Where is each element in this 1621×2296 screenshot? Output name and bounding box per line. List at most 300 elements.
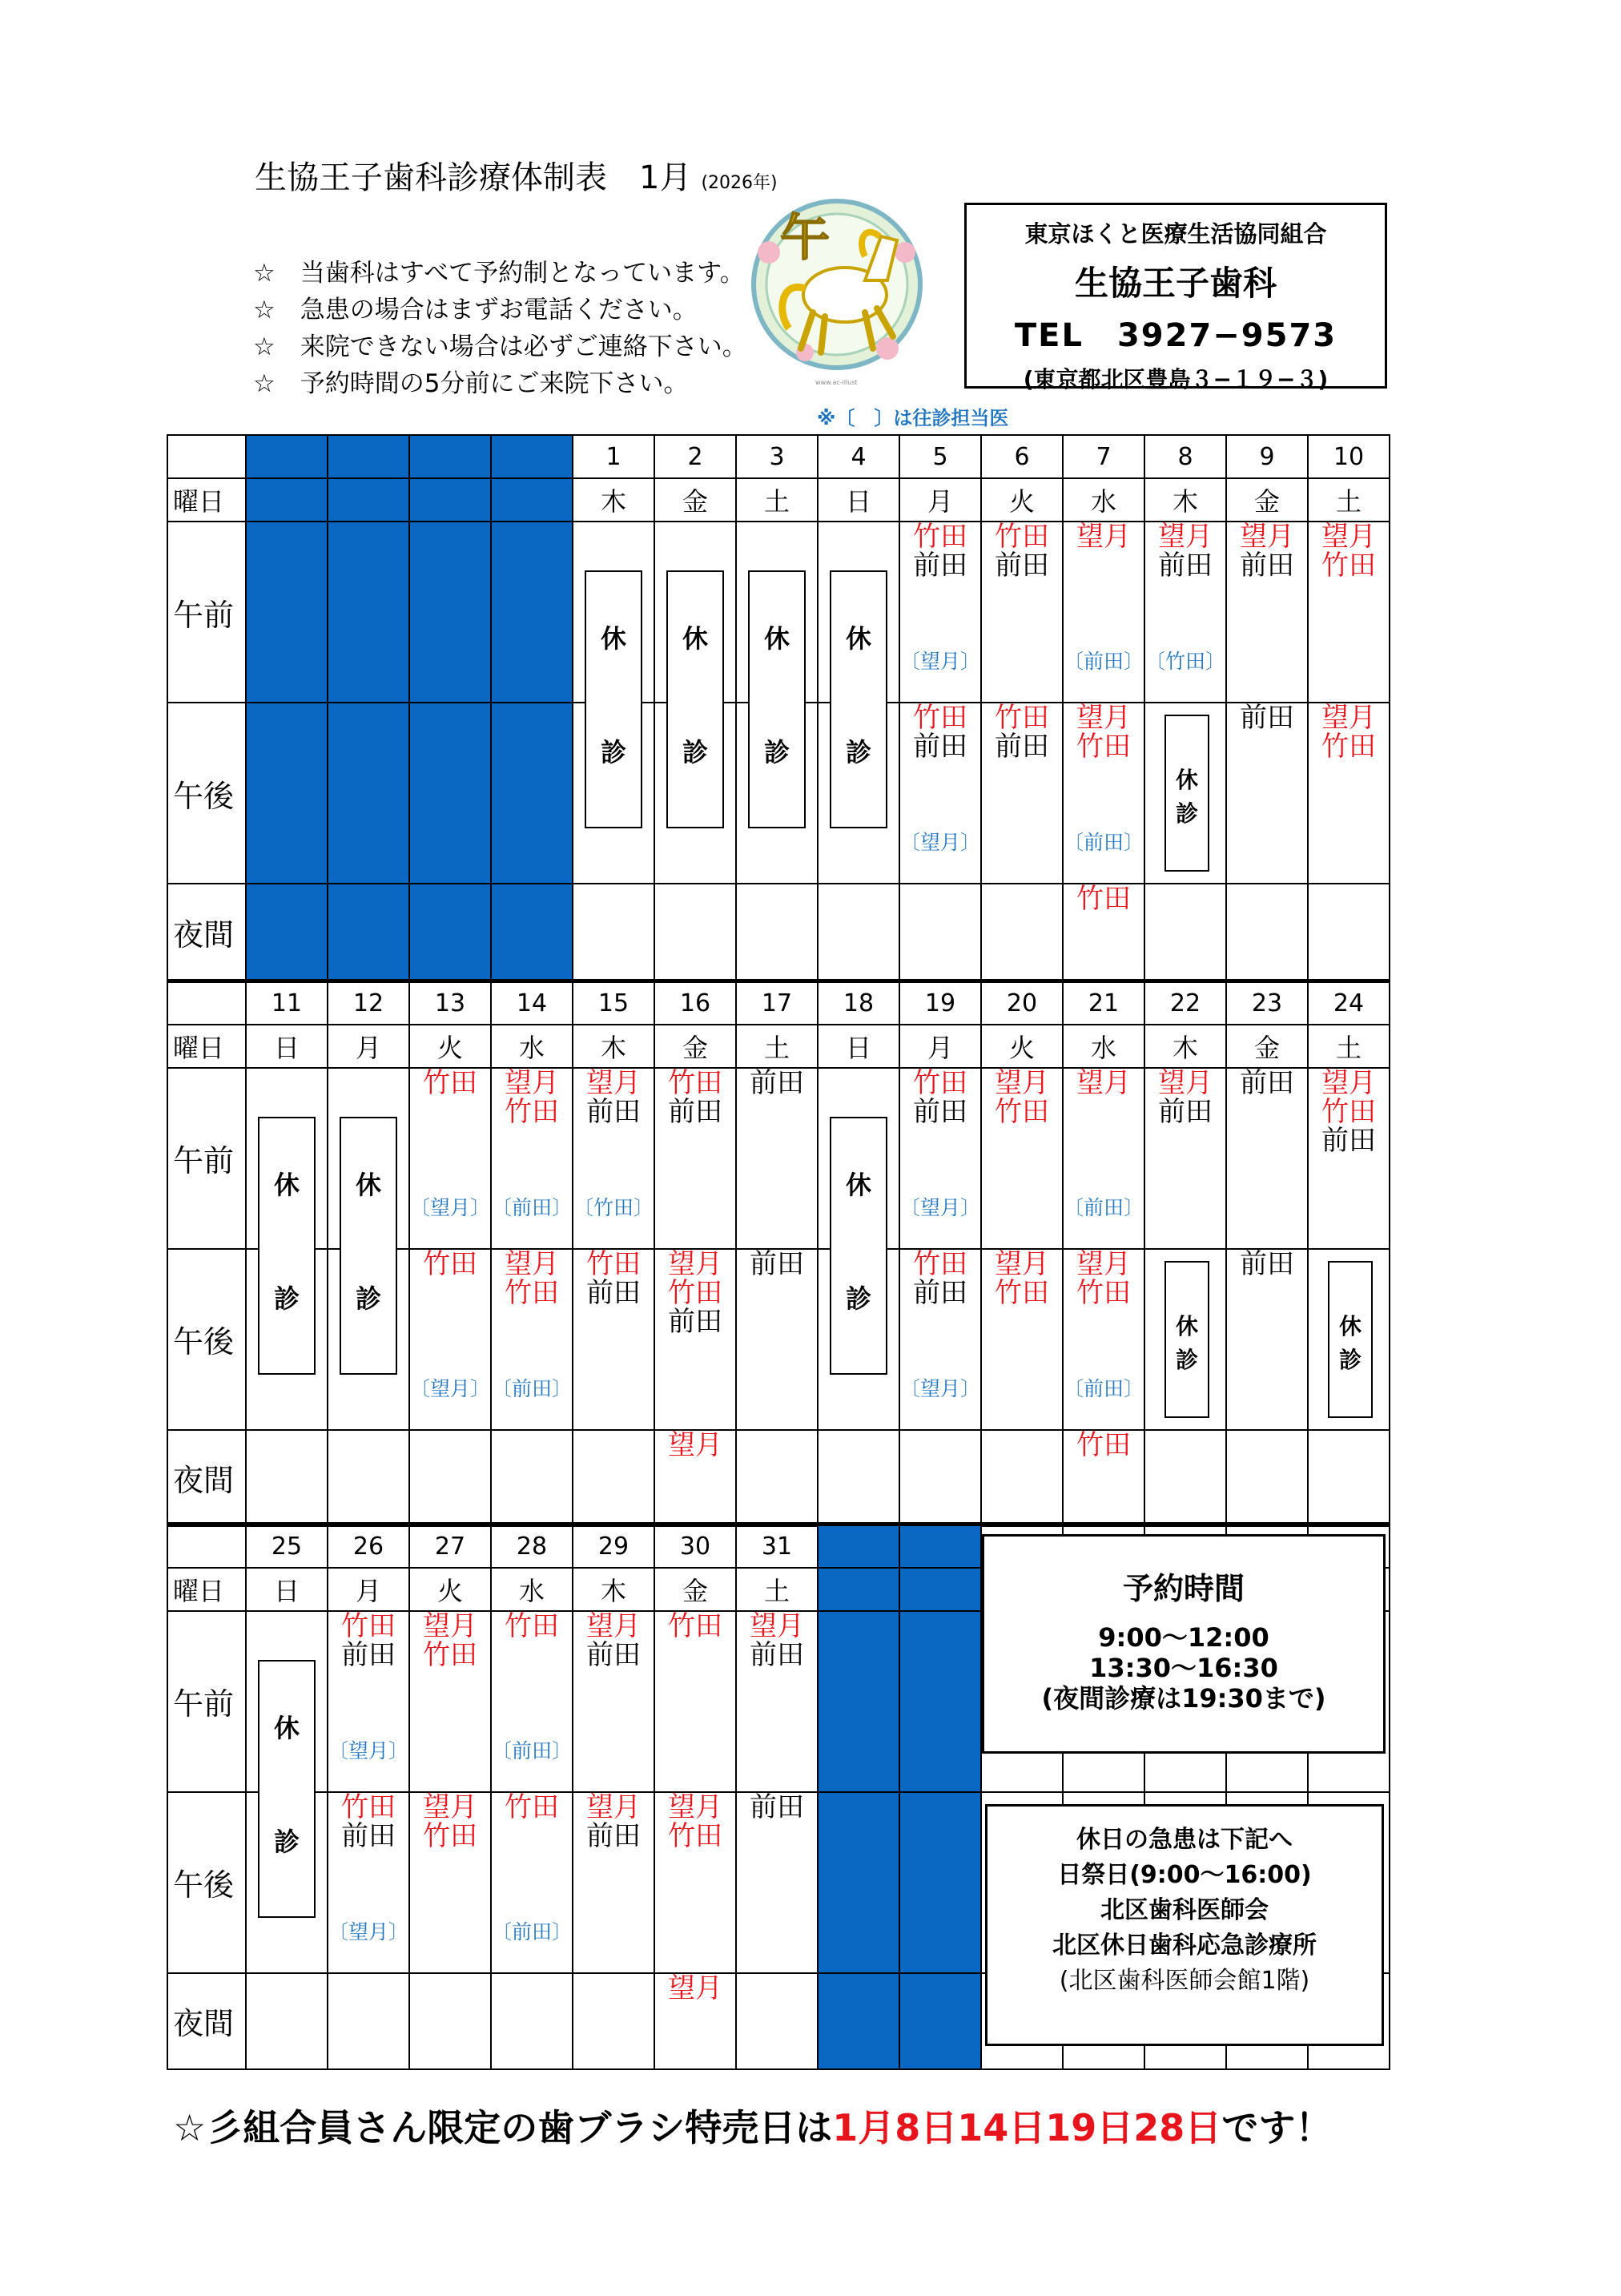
afternoon-cell <box>654 1249 736 1430</box>
evening-cell <box>818 1973 899 2069</box>
home-visit-doctor: 〔望月〕 <box>900 831 981 854</box>
closed-day-badge <box>830 1117 887 1375</box>
evening-row <box>167 1430 1390 1526</box>
doctor-name: 望月 <box>995 1066 1049 1099</box>
date-number: 5 <box>899 435 981 478</box>
doctor-name: 竹田 <box>1076 1276 1131 1309</box>
afternoon-cell <box>981 1249 1063 1430</box>
morning-cell <box>736 1068 818 1249</box>
doctor-name: 竹田 <box>505 1276 559 1309</box>
morning-cell <box>491 1611 573 1792</box>
doctor-name: 望月 <box>995 1247 1049 1280</box>
closed-char: 診 <box>1338 1346 1362 1373</box>
weekday-cell <box>246 478 328 522</box>
doctor-name: 前田 <box>1158 550 1213 582</box>
doctor-name: 望月 <box>668 1428 722 1461</box>
afternoon-cell <box>409 1792 491 1973</box>
weekday-cell: 金 <box>654 1025 736 1068</box>
reservation-hours-box <box>982 1534 1386 1754</box>
weekday-cell: 土 <box>1308 478 1390 522</box>
date-number: 12 <box>328 981 409 1025</box>
afternoon-cell <box>1144 703 1226 884</box>
corner-cell <box>167 981 246 1025</box>
evening-cell <box>736 1973 818 2069</box>
morning-cell <box>981 522 1063 703</box>
closed-char: 休 <box>273 1712 300 1743</box>
date-number: 7 <box>1063 435 1144 478</box>
doctor-name: 前田 <box>1158 1095 1213 1128</box>
doctor-name: 前田 <box>668 1095 722 1128</box>
date-number <box>491 435 573 478</box>
morning-cell <box>654 1611 736 1792</box>
afternoon-cell <box>899 703 981 884</box>
afternoon-cell <box>1144 1249 1226 1430</box>
holiday-line: (北区歯科医師会館1階) <box>1059 1967 1310 1995</box>
closed-char: 診 <box>845 1283 871 1314</box>
weekday-cell: 火 <box>981 478 1063 522</box>
page-title: 生協王子歯科診療体制表 1月 (2026年) <box>255 159 778 196</box>
year-note: (2026年) <box>701 173 778 193</box>
doctor-name: 望月 <box>505 1066 559 1099</box>
doctor-name: 望月 <box>586 1609 641 1642</box>
corner-cell <box>167 435 246 478</box>
date-number <box>328 435 409 478</box>
closed-char: 診 <box>1175 800 1198 827</box>
weekday-cell: 月 <box>328 1025 409 1068</box>
doctor-name: 竹田 <box>341 1790 396 1823</box>
home-visit-note: ※〔 〕は往診担当医 <box>817 407 1009 429</box>
evening-cell <box>573 1973 654 2069</box>
date-number <box>409 435 491 478</box>
doctor-name: 竹田 <box>1076 1428 1131 1461</box>
weekday-cell: 日 <box>818 1025 899 1068</box>
closed-char: 診 <box>273 1283 300 1314</box>
evening-cell <box>1308 884 1390 980</box>
clinic-org: 東京ほくと医療生活協同組合 <box>1024 220 1327 248</box>
evening-cell <box>1063 1430 1144 1526</box>
evening-cell <box>409 1973 491 2069</box>
morning-cell <box>899 522 981 703</box>
doctor-name: 前田 <box>913 550 967 582</box>
doctor-name: 前田 <box>913 1095 967 1128</box>
morning-cell <box>246 1068 328 1314</box>
date-number: 8 <box>1144 435 1226 478</box>
weekday-row <box>167 1025 1390 1068</box>
holiday-line: 休日の急患は下記へ <box>1076 1826 1293 1854</box>
morning-label: 午前 <box>167 1611 246 1792</box>
date-number: 27 <box>409 1525 491 1568</box>
doctor-name: 前田 <box>341 1819 396 1852</box>
doctor-name: 前田 <box>1240 1247 1294 1280</box>
morning-cell <box>409 1068 491 1249</box>
morning-cell <box>654 1068 736 1249</box>
date-number: 6 <box>981 435 1063 478</box>
doctor-name: 望月 <box>668 1972 722 2004</box>
morning-cell <box>818 1611 899 1792</box>
closed-char: 休 <box>845 623 871 654</box>
home-visit-doctor: 〔前田〕 <box>492 1376 573 1400</box>
morning-cell <box>818 522 899 767</box>
closed-day-badge <box>258 1117 316 1375</box>
morning-cell <box>899 1611 981 1792</box>
date-number: 28 <box>491 1525 573 1568</box>
morning-cell <box>818 1068 899 1314</box>
date-number <box>818 1525 899 1568</box>
notice-item: ☆ 急患の場合はまずお電話ください。 <box>253 296 698 324</box>
home-visit-doctor: 〔前田〕 <box>1064 831 1144 854</box>
closed-afternoon-badge <box>1328 1261 1373 1418</box>
weekday-cell: 金 <box>1226 478 1308 522</box>
afternoon-cell <box>1308 703 1390 884</box>
evening-row <box>167 884 1390 980</box>
reservation-line: (夜間診療は19:30まで) <box>1041 1683 1326 1714</box>
closed-day-badge <box>258 1660 316 1918</box>
morning-cell <box>573 1611 654 1792</box>
doctor-name: 竹田 <box>913 702 967 734</box>
date-number: 17 <box>736 981 818 1025</box>
closed-char: 診 <box>600 737 626 767</box>
morning-cell <box>573 522 654 767</box>
doctor-name: 竹田 <box>586 1247 641 1280</box>
morning-cell <box>573 1068 654 1249</box>
home-visit-doctor: 〔望月〕 <box>328 1738 409 1762</box>
evening-cell <box>491 1973 573 2069</box>
home-visit-doctor: 〔望月〕 <box>900 650 981 673</box>
evening-cell <box>654 1973 736 2069</box>
doctor-name: 前田 <box>341 1638 396 1671</box>
morning-cell <box>1144 1068 1226 1249</box>
date-number: 19 <box>899 981 981 1025</box>
evening-cell <box>736 884 818 980</box>
closed-char: 診 <box>355 1283 381 1314</box>
afternoon-cell <box>491 1792 573 1973</box>
date-number: 31 <box>736 1525 818 1568</box>
evening-cell <box>899 1973 981 2069</box>
weekday-cell: 日 <box>246 1568 328 1611</box>
evening-cell <box>981 1430 1063 1526</box>
afternoon-cell <box>1063 703 1144 884</box>
weekday-cell: 土 <box>736 1025 818 1068</box>
afternoon-cell <box>573 1792 654 1973</box>
morning-cell <box>736 1611 818 1792</box>
weekday-cell <box>409 478 491 522</box>
date-number: 25 <box>246 1525 328 1568</box>
afternoon-cell <box>573 1249 654 1430</box>
weekday-label: 曜日 <box>167 1025 246 1068</box>
doctor-name: 竹田 <box>995 521 1049 553</box>
evening-cell <box>491 884 573 980</box>
doctor-name: 望月 <box>1076 1247 1131 1280</box>
toothbrush-sale-banner <box>173 2099 1332 2152</box>
evening-cell <box>409 884 491 980</box>
closed-char: 診 <box>682 737 708 767</box>
afternoon-label: 午後 <box>167 1792 246 1973</box>
closed-afternoon-badge <box>1164 1261 1209 1418</box>
morning-cell <box>1063 1068 1144 1249</box>
morning-cell <box>328 1611 409 1792</box>
date-number: 24 <box>1308 981 1390 1025</box>
promo-prefix: ☆彡組合員さん限定の歯ブラシ特売日は <box>173 2106 833 2149</box>
week-table <box>167 434 1390 981</box>
weekday-cell: 金 <box>654 1568 736 1611</box>
afternoon-cell <box>1226 1249 1308 1430</box>
doctor-name: 望月 <box>1321 702 1376 734</box>
morning-cell <box>899 1068 981 1249</box>
doctor-name: 竹田 <box>913 1066 967 1099</box>
doctor-name: 前田 <box>586 1276 641 1309</box>
evening-cell <box>1226 1430 1308 1526</box>
home-visit-doctor: 〔望月〕 <box>900 1376 981 1400</box>
doctor-name: 望月 <box>1321 521 1376 553</box>
closed-char: 診 <box>763 737 790 767</box>
evening-cell <box>491 1430 573 1526</box>
doctor-name: 望月 <box>1158 521 1213 553</box>
closed-char: 休 <box>600 623 626 654</box>
date-number: 9 <box>1226 435 1308 478</box>
doctor-name: 前田 <box>750 1638 804 1671</box>
date-number: 3 <box>736 435 818 478</box>
doctor-name: 前田 <box>586 1638 641 1671</box>
weekday-cell: 金 <box>1226 1025 1308 1068</box>
morning-cell <box>246 1611 328 1857</box>
closed-char: 休 <box>763 623 790 654</box>
evening-cell <box>899 1430 981 1526</box>
home-visit-doctor: 〔前田〕 <box>492 1195 573 1219</box>
date-number: 11 <box>246 981 328 1025</box>
date-number <box>899 1525 981 1568</box>
afternoon-cell <box>981 703 1063 884</box>
evening-cell <box>246 884 328 980</box>
afternoon-cell <box>736 1249 818 1430</box>
weekday-cell: 土 <box>736 1568 818 1611</box>
date-row <box>167 981 1390 1025</box>
doctor-name: 竹田 <box>1076 731 1131 763</box>
doctor-name: 前田 <box>750 1066 804 1099</box>
evening-cell <box>328 884 409 980</box>
date-number: 18 <box>818 981 899 1025</box>
doctor-name: 前田 <box>913 1276 967 1309</box>
afternoon-label: 午後 <box>167 1249 246 1430</box>
doctor-name: 竹田 <box>1321 1095 1376 1128</box>
doctor-name: 竹田 <box>995 702 1049 734</box>
evening-label: 夜間 <box>167 1430 246 1526</box>
weekday-cell: 水 <box>1063 1025 1144 1068</box>
home-visit-doctor: 〔望月〕 <box>328 1919 409 1944</box>
doctor-name: 竹田 <box>505 1790 559 1823</box>
morning-label: 午前 <box>167 1068 246 1249</box>
afternoon-cell <box>1308 1249 1390 1430</box>
date-number: 26 <box>328 1525 409 1568</box>
afternoon-cell <box>899 1792 981 1973</box>
doctor-name: 前田 <box>750 1247 804 1280</box>
doctor-name: 望月 <box>1240 521 1294 553</box>
clinic-info-box <box>964 203 1387 393</box>
closed-day-badge <box>666 570 724 828</box>
logo-credit: www.ac-illust <box>815 379 858 386</box>
morning-cell <box>1308 522 1390 703</box>
evening-cell <box>573 884 654 980</box>
morning-row <box>167 1068 1390 1249</box>
weekday-label: 曜日 <box>167 1568 246 1611</box>
weekday-cell: 木 <box>573 478 654 522</box>
weekday-cell: 土 <box>1308 1025 1390 1068</box>
weekday-cell: 日 <box>818 478 899 522</box>
promo-dates: 1月8日14日19日28日 <box>832 2106 1222 2149</box>
date-number: 14 <box>491 981 573 1025</box>
closed-char: 休 <box>1175 1312 1198 1339</box>
closed-day-badge <box>585 570 642 828</box>
holiday-line: 北区休日歯科応急診療所 <box>1052 1931 1317 1960</box>
evening-label: 夜間 <box>167 884 246 980</box>
doctor-name: 竹田 <box>668 1276 722 1309</box>
doctor-name: 望月 <box>586 1790 641 1823</box>
doctor-name: 前田 <box>586 1095 641 1128</box>
horse-logo-icon <box>745 192 929 396</box>
doctor-name: 前田 <box>1240 1066 1294 1099</box>
afternoon-cell <box>654 1792 736 1973</box>
date-number: 23 <box>1226 981 1308 1025</box>
weekday-cell: 火 <box>981 1025 1063 1068</box>
weekday-cell <box>899 1568 981 1611</box>
doctor-name: 望月 <box>505 1247 559 1280</box>
corner-cell <box>167 1525 246 1568</box>
doctor-name: 望月 <box>586 1066 641 1099</box>
holiday-line: 日祭日(9:00〜16:00) <box>1057 1861 1312 1889</box>
evening-cell <box>1144 1430 1226 1526</box>
doctor-name: 竹田 <box>913 521 967 553</box>
morning-cell <box>1144 522 1226 703</box>
doctor-name: 竹田 <box>668 1819 722 1852</box>
weekday-row <box>167 478 1390 522</box>
doctor-name: 前田 <box>995 731 1049 763</box>
doctor-name: 望月 <box>1076 521 1131 553</box>
week-table <box>167 979 1390 1527</box>
date-number: 29 <box>573 1525 654 1568</box>
afternoon-cell <box>409 1249 491 1430</box>
evening-cell <box>818 1430 899 1526</box>
closed-day-badge <box>748 570 806 828</box>
afternoon-cell <box>1226 703 1308 884</box>
weekday-cell: 土 <box>736 478 818 522</box>
reservation-line: 9:00〜12:00 <box>1098 1622 1269 1653</box>
home-visit-doctor: 〔竹田〕 <box>1145 650 1226 673</box>
weekday-cell: 月 <box>899 478 981 522</box>
morning-cell <box>981 1068 1063 1249</box>
weekday-cell: 月 <box>328 1568 409 1611</box>
home-visit-doctor: 〔竹田〕 <box>573 1195 654 1219</box>
afternoon-cell <box>1063 1249 1144 1430</box>
logo-char: 午 <box>779 208 831 267</box>
doctor-name: 望月 <box>1076 1066 1131 1099</box>
doctor-name: 望月 <box>423 1790 477 1823</box>
weekday-cell: 木 <box>1144 478 1226 522</box>
weekday-cell: 木 <box>573 1568 654 1611</box>
weekday-cell: 月 <box>899 1025 981 1068</box>
clinic-tel[interactable]: TEL 3927−9573 <box>1014 317 1337 354</box>
date-number: 21 <box>1063 981 1144 1025</box>
evening-cell <box>899 884 981 980</box>
doctor-name: 竹田 <box>423 1819 477 1852</box>
date-number: 16 <box>654 981 736 1025</box>
closed-day-badge <box>340 1117 397 1375</box>
date-number: 20 <box>981 981 1063 1025</box>
afternoon-cell <box>491 703 573 884</box>
doctor-name: 竹田 <box>913 1247 967 1280</box>
notice-item: ☆ 予約時間の5分前にご来院下さい。 <box>253 369 689 398</box>
doctor-name: 竹田 <box>341 1609 396 1642</box>
morning-cell <box>654 522 736 767</box>
doctor-name: 竹田 <box>423 1247 477 1280</box>
home-visit-doctor: 〔前田〕 <box>1064 1376 1144 1400</box>
doctor-name: 竹田 <box>423 1066 477 1099</box>
morning-cell <box>1308 1068 1390 1249</box>
closed-char: 休 <box>1175 767 1198 793</box>
doctor-name: 前田 <box>1240 702 1294 734</box>
weekday-cell <box>818 1568 899 1611</box>
doctor-name: 竹田 <box>995 1095 1049 1128</box>
morning-cell <box>491 1068 573 1249</box>
notice-item: ☆ 来院できない場合は必ずご連絡下さい。 <box>253 332 747 361</box>
reservation-heading: 予約時間 <box>1122 1571 1245 1606</box>
doctor-name: 前田 <box>1321 1124 1376 1157</box>
weekday-cell <box>491 478 573 522</box>
closed-char: 休 <box>845 1169 871 1200</box>
closed-afternoon-badge <box>1164 715 1209 872</box>
weekday-cell: 水 <box>1063 478 1144 522</box>
afternoon-cell <box>491 1249 573 1430</box>
morning-cell <box>328 1068 409 1314</box>
doctor-name: 竹田 <box>668 1066 722 1099</box>
evening-label: 夜間 <box>167 1973 246 2069</box>
date-number: 4 <box>818 435 899 478</box>
doctor-name: 竹田 <box>1321 550 1376 582</box>
weekday-cell: 水 <box>491 1025 573 1068</box>
evening-cell <box>328 1973 409 2069</box>
doctor-name: 前田 <box>750 1790 804 1823</box>
morning-cell <box>409 522 491 703</box>
evening-cell <box>409 1430 491 1526</box>
notice-item: ☆ 当歯科はすべて予約制となっています。 <box>253 259 745 288</box>
promo-suffix: です！ <box>1221 2106 1333 2149</box>
doctor-name: 竹田 <box>1321 731 1376 763</box>
morning-cell <box>328 522 409 703</box>
doctor-name: 前田 <box>1240 550 1294 582</box>
home-visit-doctor: 〔前田〕 <box>1064 650 1144 673</box>
weekday-cell: 水 <box>491 1568 573 1611</box>
evening-cell <box>246 1973 328 2069</box>
date-number: 30 <box>654 1525 736 1568</box>
afternoon-cell <box>736 1792 818 1973</box>
closed-char: 休 <box>273 1169 300 1200</box>
doctor-name: 前田 <box>913 731 967 763</box>
closed-char: 休 <box>1338 1312 1362 1339</box>
doctor-name: 望月 <box>668 1790 722 1823</box>
closed-day-badge <box>830 570 887 828</box>
evening-cell <box>818 884 899 980</box>
date-number: 22 <box>1144 981 1226 1025</box>
evening-cell <box>1144 884 1226 980</box>
evening-cell <box>328 1430 409 1526</box>
morning-cell <box>1226 1068 1308 1249</box>
clinic-address: (東京都北区豊島３−１９−３) <box>1023 366 1329 393</box>
home-visit-doctor: 〔望月〕 <box>900 1195 981 1219</box>
reservation-line: 13:30〜16:30 <box>1089 1653 1278 1683</box>
weekday-cell: 金 <box>654 478 736 522</box>
closed-char: 休 <box>682 623 708 654</box>
morning-cell <box>1063 522 1144 703</box>
weekday-cell: 木 <box>573 1025 654 1068</box>
holiday-line: 北区歯科医師会 <box>1100 1896 1269 1924</box>
